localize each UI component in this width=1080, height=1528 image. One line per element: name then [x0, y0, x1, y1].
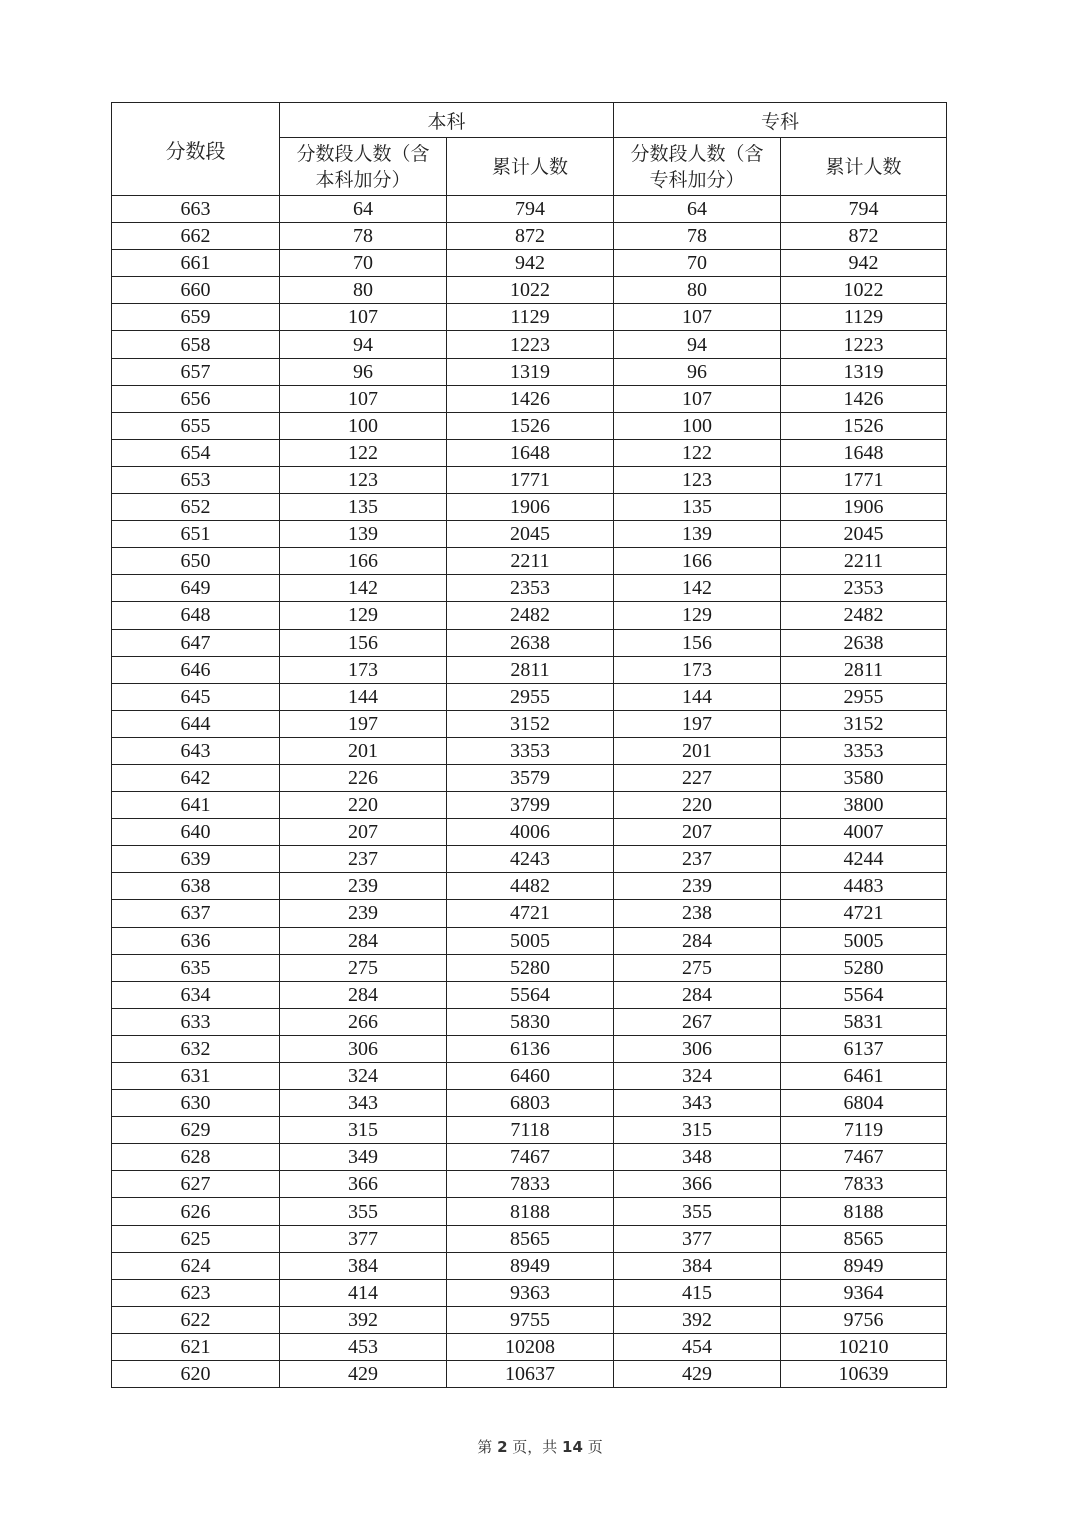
undergrad-cumulative-cell: 5830 — [447, 1008, 614, 1035]
undergrad-cumulative-cell: 2638 — [447, 629, 614, 656]
page-footer — [0, 1436, 1080, 1457]
table-row — [112, 385, 947, 412]
undergrad-count-cell: 144 — [280, 683, 447, 710]
college-cumulative-cell: 872 — [781, 223, 947, 250]
score-cell: 646 — [112, 656, 280, 683]
score-cell: 625 — [112, 1225, 280, 1252]
table-row — [112, 1279, 947, 1306]
undergrad-cumulative-cell: 942 — [447, 250, 614, 277]
college-cumulative-cell: 1426 — [781, 385, 947, 412]
table-row — [112, 1171, 947, 1198]
undergrad-count-cell: 80 — [280, 277, 447, 304]
college-cumulative-cell: 3152 — [781, 710, 947, 737]
college-cumulative-cell: 8565 — [781, 1225, 947, 1252]
undergrad-cumulative-cell: 6803 — [447, 1090, 614, 1117]
header-line: 分数段人数（含 — [630, 142, 764, 165]
undergrad-count-cell: 366 — [280, 1171, 447, 1198]
college-cumulative-cell: 1129 — [781, 304, 947, 331]
table-row — [112, 1252, 947, 1279]
score-cell: 638 — [112, 873, 280, 900]
undergrad-count-cell: 201 — [280, 737, 447, 764]
college-count-cell: 173 — [614, 656, 781, 683]
header-line: 本科加分） — [315, 168, 411, 191]
undergrad-count-cell: 349 — [280, 1144, 447, 1171]
score-cell: 654 — [112, 439, 280, 466]
table-row — [112, 1035, 947, 1062]
college-cumulative-cell: 9756 — [781, 1306, 947, 1333]
score-cell: 660 — [112, 277, 280, 304]
table-row — [112, 466, 947, 493]
score-cell: 661 — [112, 250, 280, 277]
undergrad-count-cell: 173 — [280, 656, 447, 683]
undergrad-cumulative-cell: 1906 — [447, 494, 614, 521]
table-row — [112, 521, 947, 548]
header-group-row — [112, 103, 947, 138]
undergrad-count-cell: 207 — [280, 819, 447, 846]
college-cumulative-cell: 5564 — [781, 981, 947, 1008]
college-count-cell: 284 — [614, 981, 781, 1008]
undergrad-cumulative-cell: 1426 — [447, 385, 614, 412]
college-cumulative-cell: 10639 — [781, 1361, 947, 1388]
college-cumulative-cell: 1771 — [781, 466, 947, 493]
table-row — [112, 792, 947, 819]
college-cumulative-cell: 1906 — [781, 494, 947, 521]
college-cumulative-cell: 2211 — [781, 548, 947, 575]
table-row — [112, 494, 947, 521]
score-cell: 641 — [112, 792, 280, 819]
college-count-cell: 267 — [614, 1008, 781, 1035]
undergrad-cumulative-cell: 5280 — [447, 954, 614, 981]
score-cell: 629 — [112, 1117, 280, 1144]
college-count-cell: 324 — [614, 1063, 781, 1090]
undergrad-cumulative-cell: 5005 — [447, 927, 614, 954]
score-cell: 644 — [112, 710, 280, 737]
score-cell: 632 — [112, 1035, 280, 1062]
table-row — [112, 1090, 947, 1117]
college-cumulative-cell: 2045 — [781, 521, 947, 548]
undergrad-cumulative-cell: 1771 — [447, 466, 614, 493]
college-count-cell: 415 — [614, 1279, 781, 1306]
score-cell: 655 — [112, 412, 280, 439]
header-undergrad-cumulative: 累计人数 — [447, 138, 614, 196]
table-row — [112, 1306, 947, 1333]
undergrad-count-cell: 239 — [280, 873, 447, 900]
college-cumulative-cell: 1223 — [781, 331, 947, 358]
undergrad-cumulative-cell: 2045 — [447, 521, 614, 548]
table-row — [112, 1117, 947, 1144]
college-cumulative-cell: 4007 — [781, 819, 947, 846]
undergrad-cumulative-cell: 2482 — [447, 602, 614, 629]
college-cumulative-cell: 4244 — [781, 846, 947, 873]
undergrad-count-cell: 226 — [280, 764, 447, 791]
score-cell: 648 — [112, 602, 280, 629]
table-row — [112, 1361, 947, 1388]
college-count-cell: 94 — [614, 331, 781, 358]
college-cumulative-cell: 8949 — [781, 1252, 947, 1279]
footer-middle: 页，共 — [507, 1438, 563, 1456]
score-cell: 653 — [112, 466, 280, 493]
college-count-cell: 227 — [614, 764, 781, 791]
college-count-cell: 306 — [614, 1035, 781, 1062]
college-count-cell: 366 — [614, 1171, 781, 1198]
undergrad-count-cell: 100 — [280, 412, 447, 439]
table-row — [112, 602, 947, 629]
undergrad-count-cell: 453 — [280, 1333, 447, 1360]
college-cumulative-cell: 4721 — [781, 900, 947, 927]
college-cumulative-cell: 1022 — [781, 277, 947, 304]
header-line: 分数段人数（含 — [296, 142, 430, 165]
college-count-cell: 239 — [614, 873, 781, 900]
score-cell: 652 — [112, 494, 280, 521]
college-count-cell: 166 — [614, 548, 781, 575]
undergrad-cumulative-cell: 2211 — [447, 548, 614, 575]
table-row — [112, 629, 947, 656]
score-cell: 658 — [112, 331, 280, 358]
table-row — [112, 331, 947, 358]
undergrad-cumulative-cell: 872 — [447, 223, 614, 250]
undergrad-count-cell: 64 — [280, 196, 447, 223]
header-college-cumulative: 累计人数 — [781, 138, 947, 196]
college-cumulative-cell: 3580 — [781, 764, 947, 791]
college-cumulative-cell: 942 — [781, 250, 947, 277]
score-cell: 626 — [112, 1198, 280, 1225]
score-table — [111, 102, 947, 1388]
score-cell: 649 — [112, 575, 280, 602]
college-count-cell: 220 — [614, 792, 781, 819]
undergrad-cumulative-cell: 8949 — [447, 1252, 614, 1279]
college-cumulative-cell: 8188 — [781, 1198, 947, 1225]
table-row — [112, 954, 947, 981]
college-cumulative-cell: 7119 — [781, 1117, 947, 1144]
college-count-cell: 96 — [614, 358, 781, 385]
undergrad-cumulative-cell: 1129 — [447, 304, 614, 331]
undergrad-count-cell: 237 — [280, 846, 447, 873]
score-cell: 634 — [112, 981, 280, 1008]
table-row — [112, 412, 947, 439]
table-row — [112, 656, 947, 683]
undergrad-cumulative-cell: 2955 — [447, 683, 614, 710]
header-college-count — [614, 138, 781, 196]
college-count-cell: 123 — [614, 466, 781, 493]
undergrad-cumulative-cell: 2811 — [447, 656, 614, 683]
score-cell: 650 — [112, 548, 280, 575]
header-line: 专科加分） — [649, 168, 745, 191]
college-count-cell: 139 — [614, 521, 781, 548]
undergrad-count-cell: 266 — [280, 1008, 447, 1035]
table-row — [112, 304, 947, 331]
college-count-cell: 78 — [614, 223, 781, 250]
header-score-range: 分数段 — [112, 103, 280, 196]
undergrad-count-cell: 414 — [280, 1279, 447, 1306]
table-row — [112, 819, 947, 846]
college-cumulative-cell: 2638 — [781, 629, 947, 656]
undergrad-cumulative-cell: 5564 — [447, 981, 614, 1008]
undergrad-cumulative-cell: 3799 — [447, 792, 614, 819]
college-cumulative-cell: 3800 — [781, 792, 947, 819]
college-cumulative-cell: 2811 — [781, 656, 947, 683]
undergrad-cumulative-cell: 4482 — [447, 873, 614, 900]
undergrad-cumulative-cell: 3353 — [447, 737, 614, 764]
table-row — [112, 1008, 947, 1035]
undergrad-cumulative-cell: 2353 — [447, 575, 614, 602]
college-cumulative-cell: 2353 — [781, 575, 947, 602]
college-count-cell: 207 — [614, 819, 781, 846]
undergrad-cumulative-cell: 4006 — [447, 819, 614, 846]
table-row — [112, 250, 947, 277]
footer-prefix: 第 — [477, 1438, 498, 1456]
college-count-cell: 315 — [614, 1117, 781, 1144]
college-cumulative-cell: 5280 — [781, 954, 947, 981]
table-row — [112, 1333, 947, 1360]
undergrad-cumulative-cell: 7118 — [447, 1117, 614, 1144]
college-count-cell: 377 — [614, 1225, 781, 1252]
college-count-cell: 237 — [614, 846, 781, 873]
undergrad-cumulative-cell: 10637 — [447, 1361, 614, 1388]
undergrad-count-cell: 70 — [280, 250, 447, 277]
college-cumulative-cell: 7833 — [781, 1171, 947, 1198]
undergrad-cumulative-cell: 7467 — [447, 1144, 614, 1171]
table-row — [112, 1144, 947, 1171]
undergrad-cumulative-cell: 6136 — [447, 1035, 614, 1062]
college-count-cell: 129 — [614, 602, 781, 629]
college-cumulative-cell: 5831 — [781, 1008, 947, 1035]
score-cell: 642 — [112, 764, 280, 791]
undergrad-count-cell: 166 — [280, 548, 447, 575]
undergrad-count-cell: 139 — [280, 521, 447, 548]
undergrad-count-cell: 284 — [280, 981, 447, 1008]
table-row — [112, 737, 947, 764]
college-cumulative-cell: 5005 — [781, 927, 947, 954]
undergrad-cumulative-cell: 9755 — [447, 1306, 614, 1333]
score-cell: 639 — [112, 846, 280, 873]
college-cumulative-cell: 10210 — [781, 1333, 947, 1360]
undergrad-count-cell: 392 — [280, 1306, 447, 1333]
score-cell: 622 — [112, 1306, 280, 1333]
college-cumulative-cell: 3353 — [781, 737, 947, 764]
table-row — [112, 1225, 947, 1252]
college-cumulative-cell: 1648 — [781, 439, 947, 466]
college-count-cell: 201 — [614, 737, 781, 764]
undergrad-cumulative-cell: 8188 — [447, 1198, 614, 1225]
table-row — [112, 846, 947, 873]
undergrad-count-cell: 239 — [280, 900, 447, 927]
score-cell: 657 — [112, 358, 280, 385]
undergrad-count-cell: 429 — [280, 1361, 447, 1388]
score-cell: 633 — [112, 1008, 280, 1035]
score-cell: 662 — [112, 223, 280, 250]
score-cell: 645 — [112, 683, 280, 710]
undergrad-cumulative-cell: 1526 — [447, 412, 614, 439]
undergrad-cumulative-cell: 6460 — [447, 1063, 614, 1090]
table-row — [112, 900, 947, 927]
college-count-cell: 384 — [614, 1252, 781, 1279]
undergrad-count-cell: 123 — [280, 466, 447, 493]
table-row — [112, 1198, 947, 1225]
college-count-cell: 348 — [614, 1144, 781, 1171]
table-row — [112, 277, 947, 304]
college-cumulative-cell: 9364 — [781, 1279, 947, 1306]
table-row — [112, 1063, 947, 1090]
footer-suffix: 页 — [582, 1438, 603, 1456]
undergrad-cumulative-cell: 4243 — [447, 846, 614, 873]
college-count-cell: 355 — [614, 1198, 781, 1225]
undergrad-cumulative-cell: 10208 — [447, 1333, 614, 1360]
score-cell: 643 — [112, 737, 280, 764]
undergrad-count-cell: 315 — [280, 1117, 447, 1144]
college-count-cell: 392 — [614, 1306, 781, 1333]
college-count-cell: 144 — [614, 683, 781, 710]
college-cumulative-cell: 6804 — [781, 1090, 947, 1117]
score-cell: 631 — [112, 1063, 280, 1090]
score-cell: 627 — [112, 1171, 280, 1198]
table-row — [112, 575, 947, 602]
undergrad-count-cell: 96 — [280, 358, 447, 385]
college-cumulative-cell: 1319 — [781, 358, 947, 385]
undergrad-count-cell: 78 — [280, 223, 447, 250]
table-body — [112, 196, 947, 1388]
score-cell: 637 — [112, 900, 280, 927]
score-cell: 656 — [112, 385, 280, 412]
header-group-undergraduate: 本科 — [280, 103, 614, 138]
undergrad-count-cell: 343 — [280, 1090, 447, 1117]
table-row — [112, 358, 947, 385]
undergrad-count-cell: 324 — [280, 1063, 447, 1090]
undergrad-count-cell: 94 — [280, 331, 447, 358]
college-count-cell: 275 — [614, 954, 781, 981]
undergrad-count-cell: 377 — [280, 1225, 447, 1252]
undergrad-cumulative-cell: 8565 — [447, 1225, 614, 1252]
undergrad-count-cell: 284 — [280, 927, 447, 954]
table-row — [112, 981, 947, 1008]
undergrad-count-cell: 142 — [280, 575, 447, 602]
college-count-cell: 454 — [614, 1333, 781, 1360]
undergrad-count-cell: 220 — [280, 792, 447, 819]
college-count-cell: 107 — [614, 385, 781, 412]
score-cell: 628 — [112, 1144, 280, 1171]
table-row — [112, 548, 947, 575]
undergrad-count-cell: 275 — [280, 954, 447, 981]
college-cumulative-cell: 2955 — [781, 683, 947, 710]
score-cell: 659 — [112, 304, 280, 331]
college-count-cell: 100 — [614, 412, 781, 439]
score-cell: 636 — [112, 927, 280, 954]
header-group-junior-college: 专科 — [614, 103, 947, 138]
college-cumulative-cell: 1526 — [781, 412, 947, 439]
college-cumulative-cell: 6461 — [781, 1063, 947, 1090]
undergrad-cumulative-cell: 794 — [447, 196, 614, 223]
college-count-cell: 156 — [614, 629, 781, 656]
college-count-cell: 343 — [614, 1090, 781, 1117]
undergrad-count-cell: 156 — [280, 629, 447, 656]
total-page-count: 14 — [562, 1438, 583, 1456]
table-row — [112, 196, 947, 223]
undergrad-count-cell: 197 — [280, 710, 447, 737]
undergrad-count-cell: 306 — [280, 1035, 447, 1062]
score-cell: 635 — [112, 954, 280, 981]
college-count-cell: 135 — [614, 494, 781, 521]
college-cumulative-cell: 4483 — [781, 873, 947, 900]
undergrad-cumulative-cell: 1648 — [447, 439, 614, 466]
undergrad-cumulative-cell: 1223 — [447, 331, 614, 358]
undergrad-count-cell: 122 — [280, 439, 447, 466]
college-count-cell: 122 — [614, 439, 781, 466]
score-cell: 624 — [112, 1252, 280, 1279]
score-cell: 640 — [112, 819, 280, 846]
undergrad-count-cell: 384 — [280, 1252, 447, 1279]
college-cumulative-cell: 2482 — [781, 602, 947, 629]
table-row — [112, 927, 947, 954]
table-row — [112, 710, 947, 737]
undergrad-cumulative-cell: 3152 — [447, 710, 614, 737]
undergrad-count-cell: 107 — [280, 304, 447, 331]
score-cell: 620 — [112, 1361, 280, 1388]
undergrad-cumulative-cell: 9363 — [447, 1279, 614, 1306]
score-cell: 651 — [112, 521, 280, 548]
score-cell: 623 — [112, 1279, 280, 1306]
college-count-cell: 197 — [614, 710, 781, 737]
table-row — [112, 873, 947, 900]
undergrad-cumulative-cell: 4721 — [447, 900, 614, 927]
college-count-cell: 70 — [614, 250, 781, 277]
current-page-number: 2 — [497, 1438, 508, 1456]
table-row — [112, 764, 947, 791]
college-count-cell: 107 — [614, 304, 781, 331]
header-undergrad-count — [280, 138, 447, 196]
undergrad-count-cell: 107 — [280, 385, 447, 412]
undergrad-cumulative-cell: 7833 — [447, 1171, 614, 1198]
table-row — [112, 223, 947, 250]
college-count-cell: 64 — [614, 196, 781, 223]
score-cell: 630 — [112, 1090, 280, 1117]
score-distribution-sheet — [111, 102, 946, 1388]
college-count-cell: 80 — [614, 277, 781, 304]
table-row — [112, 439, 947, 466]
undergrad-cumulative-cell: 3579 — [447, 764, 614, 791]
score-cell: 621 — [112, 1333, 280, 1360]
undergrad-count-cell: 135 — [280, 494, 447, 521]
college-count-cell: 429 — [614, 1361, 781, 1388]
undergrad-cumulative-cell: 1319 — [447, 358, 614, 385]
undergrad-cumulative-cell: 1022 — [447, 277, 614, 304]
college-cumulative-cell: 794 — [781, 196, 947, 223]
college-count-cell: 238 — [614, 900, 781, 927]
score-cell: 647 — [112, 629, 280, 656]
score-cell: 663 — [112, 196, 280, 223]
college-cumulative-cell: 6137 — [781, 1035, 947, 1062]
undergrad-count-cell: 355 — [280, 1198, 447, 1225]
college-count-cell: 142 — [614, 575, 781, 602]
undergrad-count-cell: 129 — [280, 602, 447, 629]
college-count-cell: 284 — [614, 927, 781, 954]
college-cumulative-cell: 7467 — [781, 1144, 947, 1171]
table-row — [112, 683, 947, 710]
